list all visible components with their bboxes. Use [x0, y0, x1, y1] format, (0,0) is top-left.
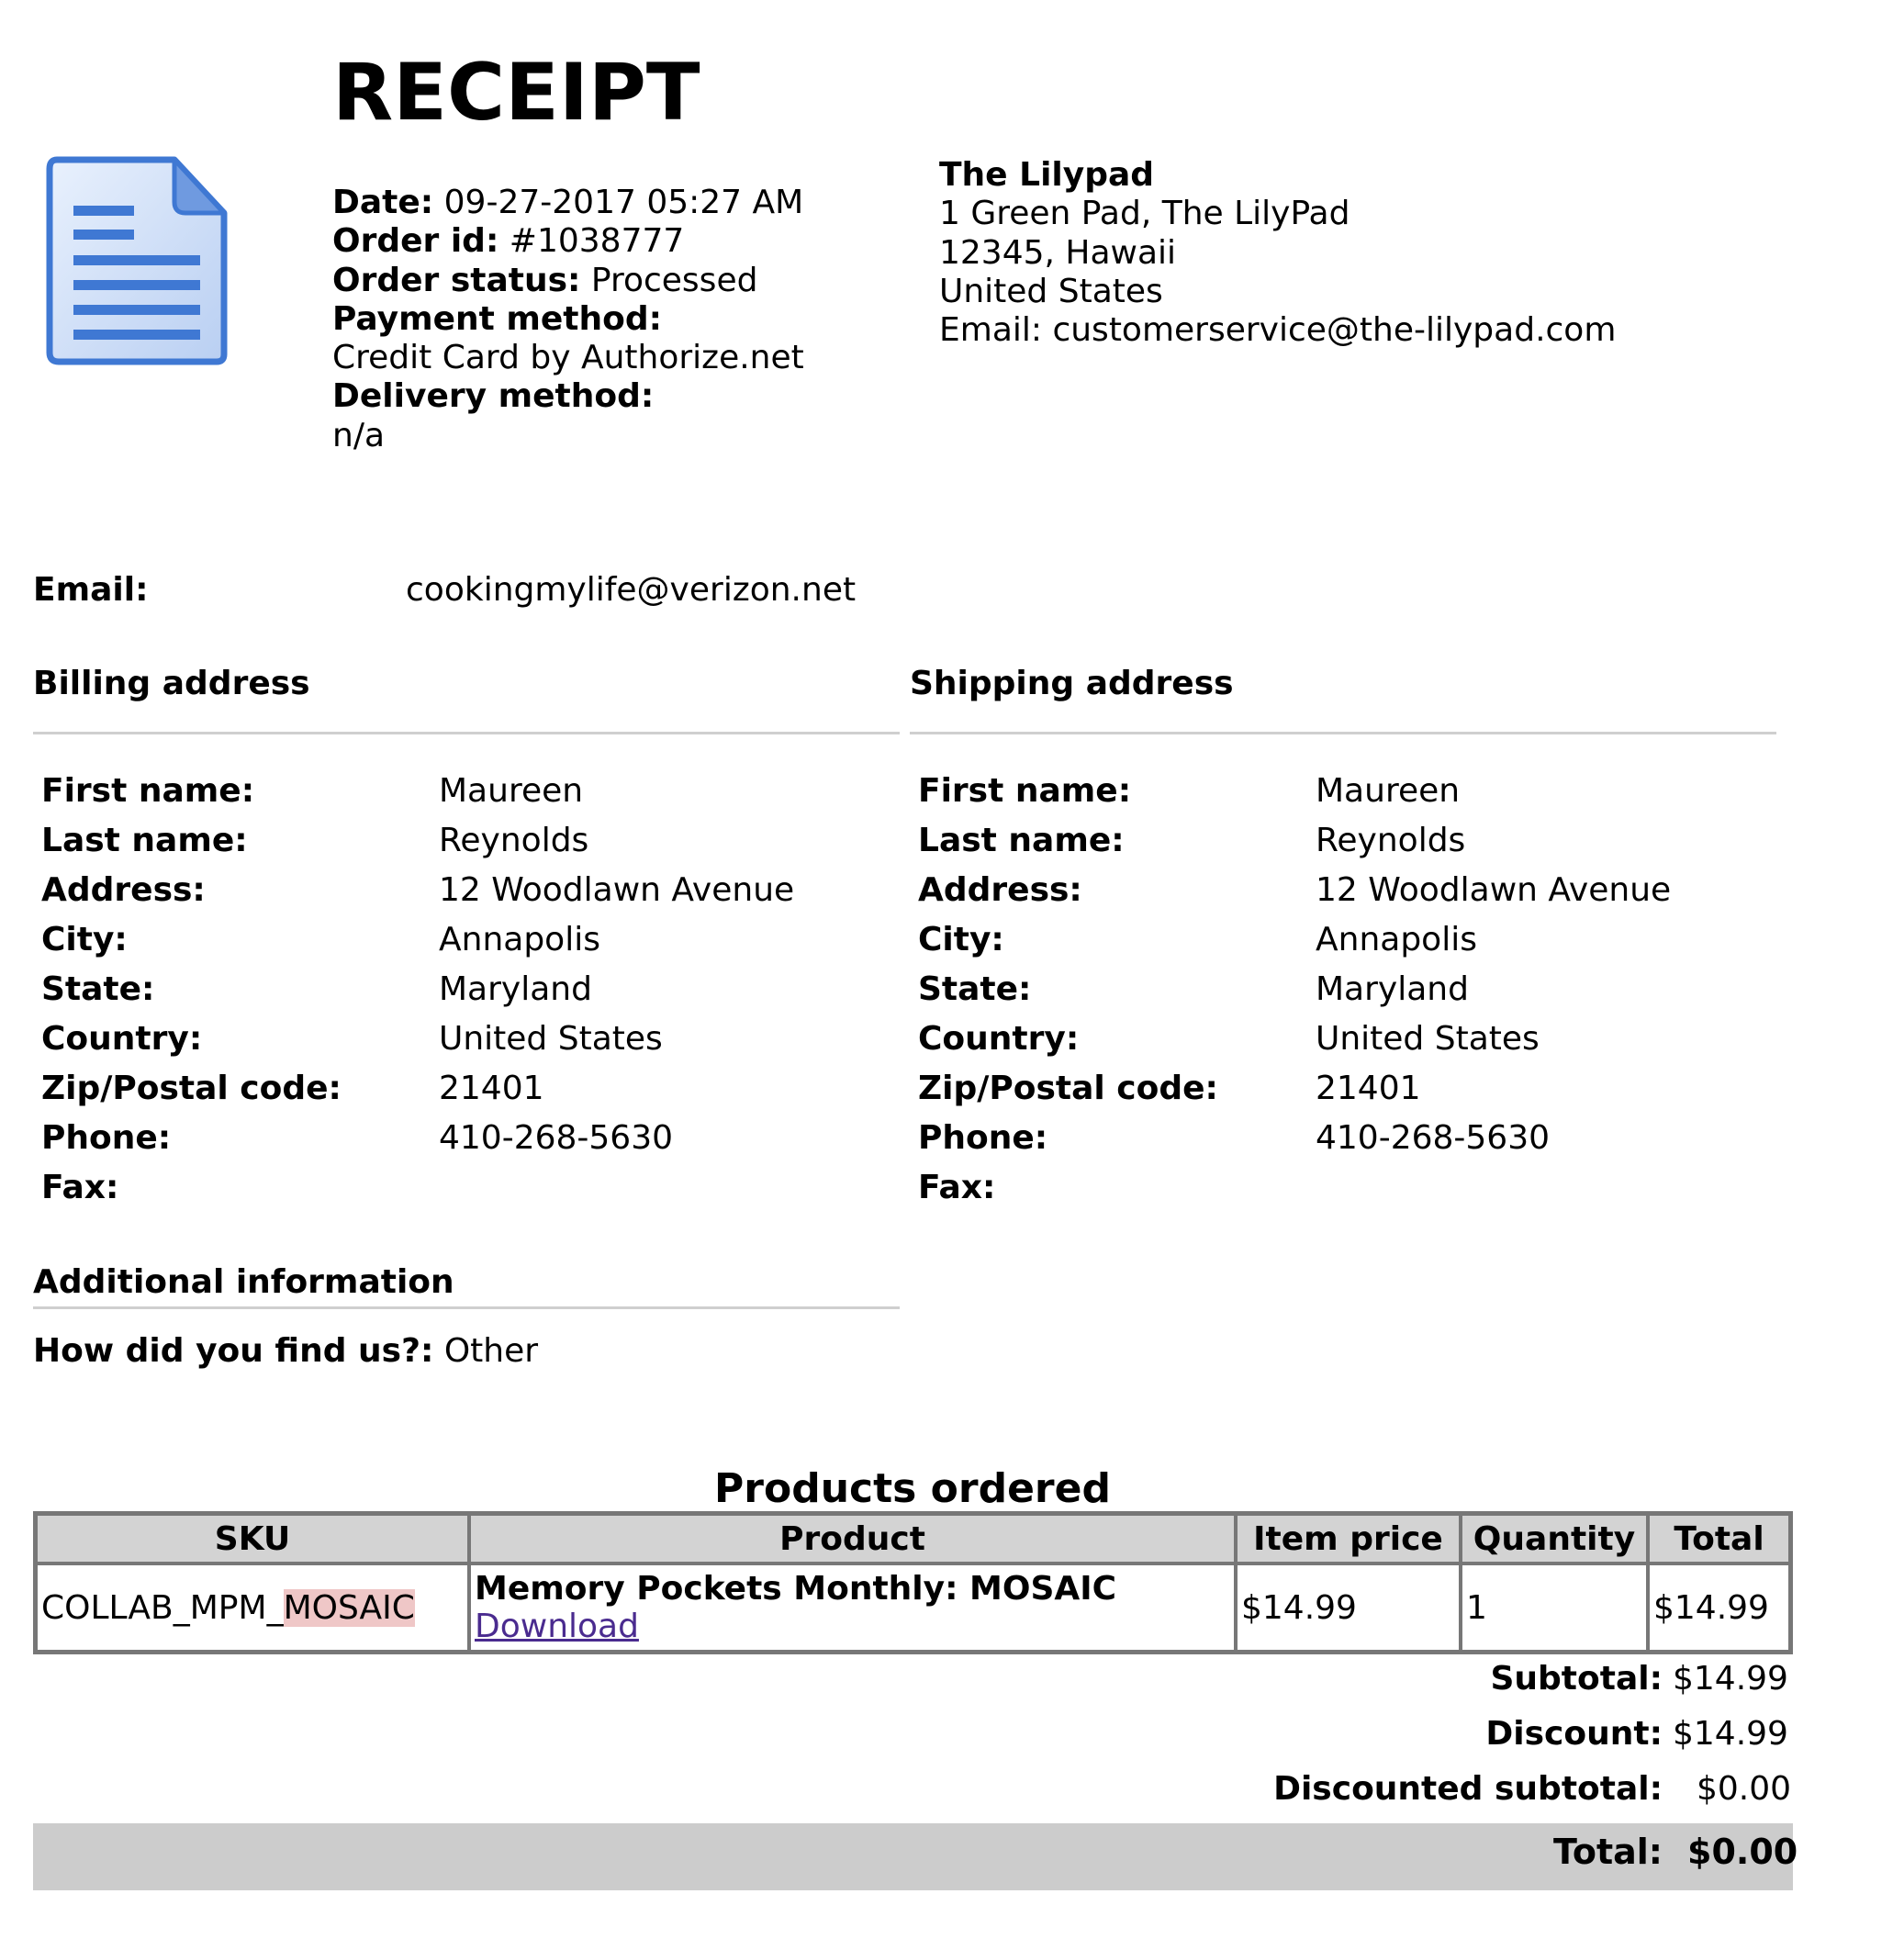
product-name: Memory Pockets Monthly: MOSAIC	[475, 1570, 1117, 1608]
column-header-item-price: Item price	[1236, 1514, 1461, 1563]
subtotal-label: Subtotal:	[1490, 1660, 1663, 1698]
subtotal-value: $14.99	[1673, 1660, 1788, 1698]
products-header-row	[36, 1514, 1790, 1563]
customer-email: cookingmylife@verizon.net	[406, 571, 857, 609]
column-header-product: Product	[469, 1514, 1236, 1563]
product-quantity: 1	[1461, 1563, 1648, 1652]
store-name: The Lilypad	[939, 156, 1155, 194]
store-info	[939, 156, 1616, 350]
how-found-us-value: Other	[443, 1332, 539, 1370]
delivery-method: n/a	[332, 416, 386, 454]
product-item-price: $14.99	[1236, 1563, 1461, 1652]
discounted-subtotal-value: $0.00	[1697, 1770, 1792, 1808]
store-address-line1: 1 Green Pad, The LilyPad	[939, 195, 1350, 233]
discounted-subtotal-label: Discounted subtotal:	[1273, 1770, 1663, 1808]
shipping-address-table: First name: Maureen Last name: Reynolds Address: 12 Woodlawn Avenue City: Annapolis State: Maryland Country: United States Zip/Postal code: 21401 Phone: 410-268-5630 Fax:	[918, 772, 1672, 1206]
document-icon	[46, 154, 230, 365]
order-id-label: Order id:	[332, 222, 499, 261]
shipping-divider	[910, 732, 1776, 734]
store-address-line2: 12345, Hawaii	[939, 233, 1177, 272]
date-label: Date:	[332, 184, 434, 221]
products-table	[33, 1511, 1793, 1654]
order-status-label: Order status:	[332, 261, 581, 299]
order-status: Processed	[590, 261, 758, 299]
billing-address-table: First name: Maureen Last name: Reynolds Address: 12 Woodlawn Avenue City: Annapolis State: Maryland Country: United States Zip/Postal code: 21401 Phone: 410-268-5630 Fax:	[41, 772, 795, 1206]
store-country: United States	[939, 272, 1163, 310]
total-label: Total:	[1552, 1832, 1663, 1872]
delivery-method-label: Delivery method:	[332, 377, 655, 416]
order-date: 09-27-2017 05:27 AM	[443, 184, 804, 221]
product-total: $14.99	[1648, 1563, 1790, 1652]
column-header-sku: SKU	[36, 1514, 469, 1563]
column-header-quantity: Quantity	[1461, 1514, 1648, 1563]
order-id: #1038777	[509, 222, 685, 261]
product-sku: COLLAB_MPM_MOSAIC	[36, 1563, 469, 1652]
additional-info-divider	[33, 1306, 900, 1309]
billing-divider	[33, 732, 900, 734]
sku-highlight: MOSAIC	[283, 1588, 415, 1627]
billing-address-title: Billing address	[33, 665, 310, 702]
products-ordered-title: Products ordered	[714, 1465, 1111, 1512]
how-found-us	[33, 1332, 538, 1370]
payment-method: Credit Card by Authorize.net	[332, 339, 804, 377]
total-value: $0.00	[1687, 1832, 1798, 1872]
additional-info-title: Additional information	[33, 1263, 454, 1301]
total-bar	[33, 1823, 1793, 1890]
how-found-us-label: How did you find us?:	[33, 1332, 434, 1370]
product-cell	[469, 1563, 1236, 1652]
order-meta	[332, 184, 804, 455]
table-row	[36, 1563, 1790, 1652]
discount-value: $14.99	[1673, 1715, 1788, 1753]
receipt-title: RECEIPT	[332, 47, 700, 139]
download-link[interactable]: Download	[475, 1608, 639, 1645]
column-header-total: Total	[1648, 1514, 1790, 1563]
discount-label: Discount:	[1485, 1715, 1663, 1753]
payment-method-label: Payment method:	[332, 299, 663, 338]
customer-email-label: Email:	[33, 571, 149, 609]
store-email: Email: customerservice@the-lilypad.com	[939, 311, 1617, 350]
shipping-address-title: Shipping address	[910, 665, 1234, 702]
